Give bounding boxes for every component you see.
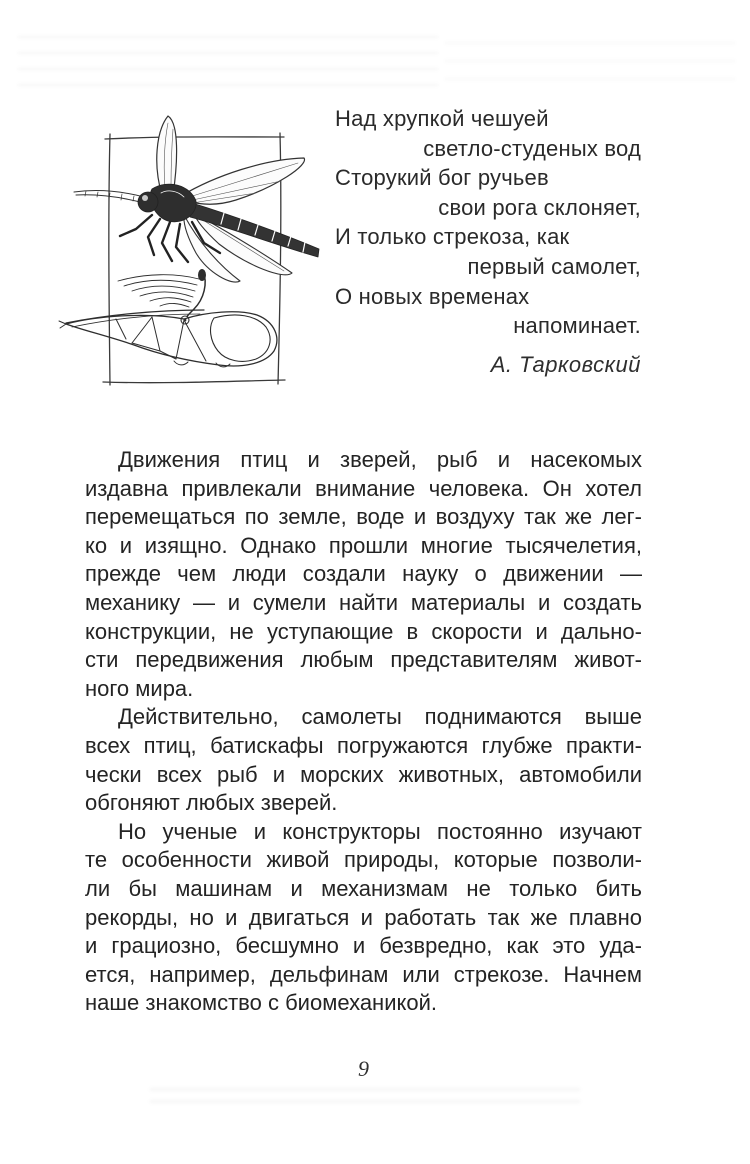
body-line: ного мира. — [85, 675, 194, 701]
body-line: и грациозно, бесшумно и безвредно, как это уда- — [85, 933, 642, 959]
poem-attribution: А. Тарковский — [490, 352, 641, 377]
body-line: Но ученые и конструкторы постоянно изучают — [118, 818, 642, 844]
poem-line: Сторукий бог ручьев — [335, 165, 549, 191]
body-line: ли бы машинам и механизмам не только бить — [85, 875, 642, 901]
paragraph — [85, 703, 642, 817]
poem-line: И только стрекоза, как — [335, 224, 570, 250]
scan-smudge — [18, 36, 438, 96]
scan-smudge — [445, 42, 735, 88]
body-text — [85, 446, 642, 1018]
body-line: Действительно, самолеты поднимаются выше — [118, 704, 642, 730]
body-line: всех птиц, батискафы погружаются глубже практи- — [85, 732, 642, 758]
body-line: обгоняют любых зверей. — [85, 790, 338, 816]
body-line: наше знакомство с биомеханикой. — [85, 990, 437, 1016]
scan-smudge — [150, 1088, 580, 1112]
poem-line: свои рога склоняет, — [438, 194, 641, 220]
body-line: конструкции, не уступающие в скорости и дально- — [85, 618, 642, 644]
poem-line: Над хрупкой чешуей — [335, 106, 549, 131]
dragonfly-ornithopter-sketch — [56, 103, 328, 393]
paragraph — [85, 818, 642, 1018]
body-line: чески всех рыб и морских животных, автомобили — [85, 761, 642, 787]
paragraph — [85, 446, 642, 703]
body-line: рекорды, но и двигаться и работать так же плавно — [85, 904, 642, 930]
poem-line: О новых временах — [335, 283, 530, 309]
body-line: сти передвижения любым представителям живот- — [85, 647, 642, 673]
body-line: Движения птиц и зверей, рыб и насекомых — [118, 447, 642, 472]
poem-line: светло-студеных вод — [423, 135, 641, 161]
poem-line: напоминает. — [513, 313, 641, 339]
page-number: 9 — [358, 1056, 369, 1081]
poem-line: первый самолет, — [467, 253, 641, 279]
body-line: издавна привлекали внимание человека. Он хотел — [85, 475, 642, 501]
body-line: механику — и сумели найти материалы и создать — [85, 589, 642, 615]
dragonfly-drawing — [74, 116, 319, 282]
epigraph-poem — [335, 104, 641, 341]
body-line: прежде чем люди создали науку о движении — — [85, 561, 642, 587]
ornithopter-drawing — [59, 269, 277, 367]
body-line: перемещаться по земле, воде и воздуху так же лег- — [85, 504, 642, 530]
body-line: те особенности живой природы, которые позволи- — [85, 847, 642, 873]
body-line: ко и изящно. Однако прошли многие тысячелетия, — [85, 532, 642, 558]
illustration-block — [56, 103, 328, 393]
body-line: ется, например, дельфинам или стрекозе. Начнем — [85, 961, 642, 987]
